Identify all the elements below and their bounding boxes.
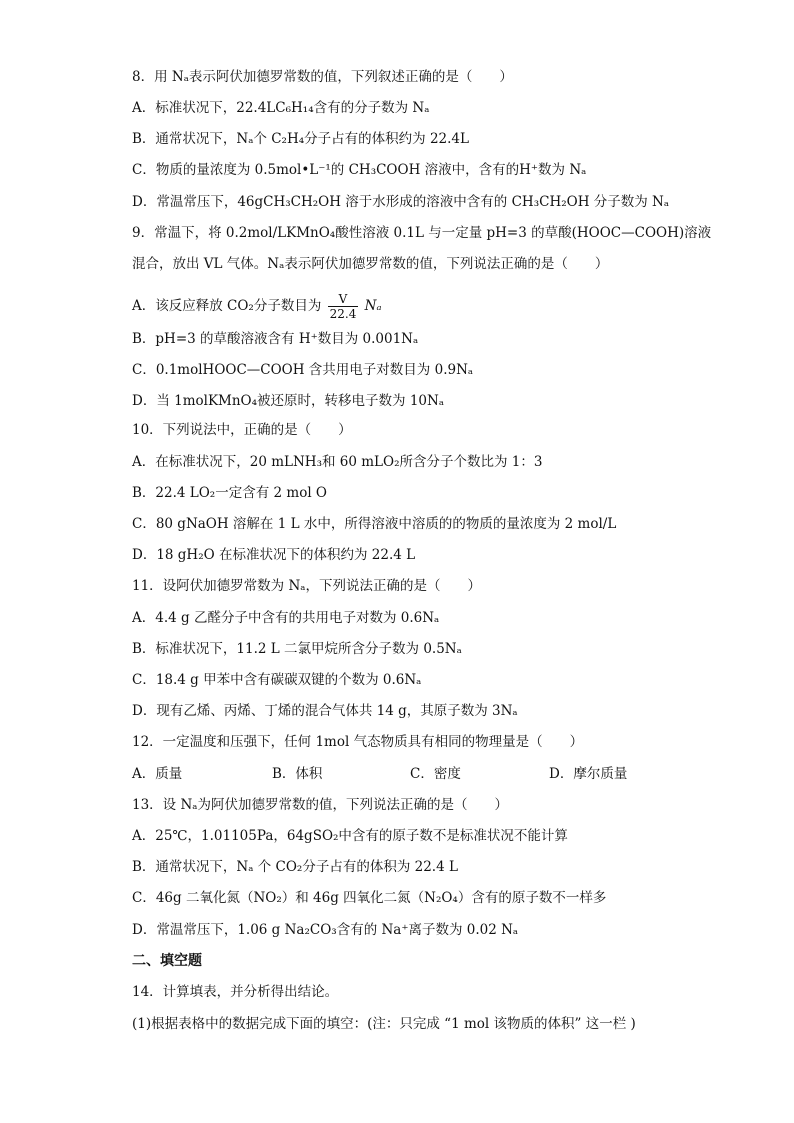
q9-stem-line2: 混合，放出 VL 气体。Nₐ表示阿伏加德罗常数的值，下列说法正确的是（ ） (132, 256, 609, 272)
q13-option-a: A．25℃，1.01105Pa，64gSO₂中含有的原子数不是标准状况不能计算 (132, 828, 568, 844)
q12-option-c: C．密度 (410, 766, 461, 782)
q13-option-d: D．常温常压下，1.06 g Na₂CO₃含有的 Na⁺离子数为 0.02 Nₐ (132, 922, 519, 938)
q9-option-c: C．0.1molHOOC—COOH 含共用电子对数目为 0.9Nₐ (132, 362, 474, 378)
q13-option-b: B．通常状况下，Nₐ 个 CO₂分子占有的体积为 22.4 L (132, 859, 458, 875)
q10-option-b: B．22.4 LO₂一定含有 2 mol O (132, 485, 327, 501)
q9-option-a (132, 292, 382, 321)
q9-fraction (328, 292, 359, 321)
q9-fraction-denominator: 22.4 (329, 307, 357, 321)
q11-option-c: C．18.4 g 甲苯中含有碳碳双键的个数为 0.6Nₐ (132, 672, 422, 688)
q8-option-d: D．常温常压下，46gCH₃CH₂OH 溶于水形成的溶液中含有的 CH₃CH₂OH 分子数为 Nₐ (132, 194, 670, 210)
q9-option-a-prefix: A．该反应释放 CO₂分子数目为 (132, 298, 322, 314)
q12-option-a: A．质量 (132, 766, 183, 782)
q14-stem: 14．计算填表，并分析得出结论。 (132, 984, 339, 1000)
q9-option-a-suffix: Nₐ (364, 298, 382, 314)
q10-option-c: C．80 gNaOH 溶解在 1 L 水中，所得溶液中溶质的的物质的量浓度为 2 mol/L (132, 516, 617, 532)
q9-option-d: D．当 1molKMnO₄被还原时，转移电子数为 10Nₐ (132, 393, 445, 409)
q9-stem-line1: 9．常温下，将 0.2mol/LKMnO₄酸性溶液 0.1L 与一定量 pH=3 的草酸(HOOC—COOH)溶液 (132, 225, 712, 241)
q13-option-c: C．46g 二氧化氮（NO₂）和 46g 四氧化二氮（N₂O₄）含有的原子数不一样多 (132, 890, 607, 906)
q11-stem: 11．设阿伏加德罗常数为 Nₐ，下列说法正确的是（ ） (132, 578, 481, 594)
q14-part1: (1)根据表格中的数据完成下面的填空：(注：只完成 “1 mol 该物质的体积” 这一栏 ) (132, 1016, 636, 1032)
q13-stem: 13．设 Nₐ为阿伏加德罗常数的值，下列说法正确的是（ ） (132, 797, 508, 813)
q11-option-d: D．现有乙烯、丙烯、丁烯的混合气体共 14 g，其原子数为 3Nₐ (132, 703, 518, 719)
q8-option-b: B．通常状况下，Nₐ个 C₂H₄分子占有的体积约为 22.4L (132, 131, 469, 147)
q12-stem: 12．一定温度和压强下，任何 1mol 气态物质具有相同的物理量是（ ） (132, 734, 584, 750)
q9-option-b: B．pH=3 的草酸溶液含有 H⁺数目为 0.001Nₐ (132, 331, 419, 347)
q11-option-a: A．4.4 g 乙醛分子中含有的共用电子对数为 0.6Nₐ (132, 610, 440, 626)
q10-option-a: A．在标准状况下，20 mLNH₃和 60 mLO₂所含分子个数比为 1：3 (132, 454, 543, 470)
q11-option-b: B．标准状况下，11.2 L 二氯甲烷所含分子数为 0.5Nₐ (132, 641, 462, 657)
q10-stem: 10．下列说法中，正确的是（ ） (132, 422, 352, 438)
q12-option-b: B．体积 (272, 766, 323, 782)
q8-option-a: A．标准状况下，22.4LC₆H₁₄含有的分子数为 Nₐ (132, 100, 430, 116)
q10-option-d: D．18 gH₂O 在标准状况下的体积约为 22.4 L (132, 547, 416, 563)
q8-option-c: C．物质的量浓度为 0.5mol•L⁻¹的 CH₃COOH 溶液中，含有的H⁺数为 Nₐ (132, 162, 587, 178)
q9-fraction-numerator: V (328, 292, 359, 307)
q12-option-d: D．摩尔质量 (549, 766, 628, 782)
q8-stem: 8．用 Nₐ表示阿伏加德罗常数的值，下列叙述正确的是（ ） (132, 69, 513, 85)
section-heading-fill-in: 二、填空题 (132, 953, 202, 969)
